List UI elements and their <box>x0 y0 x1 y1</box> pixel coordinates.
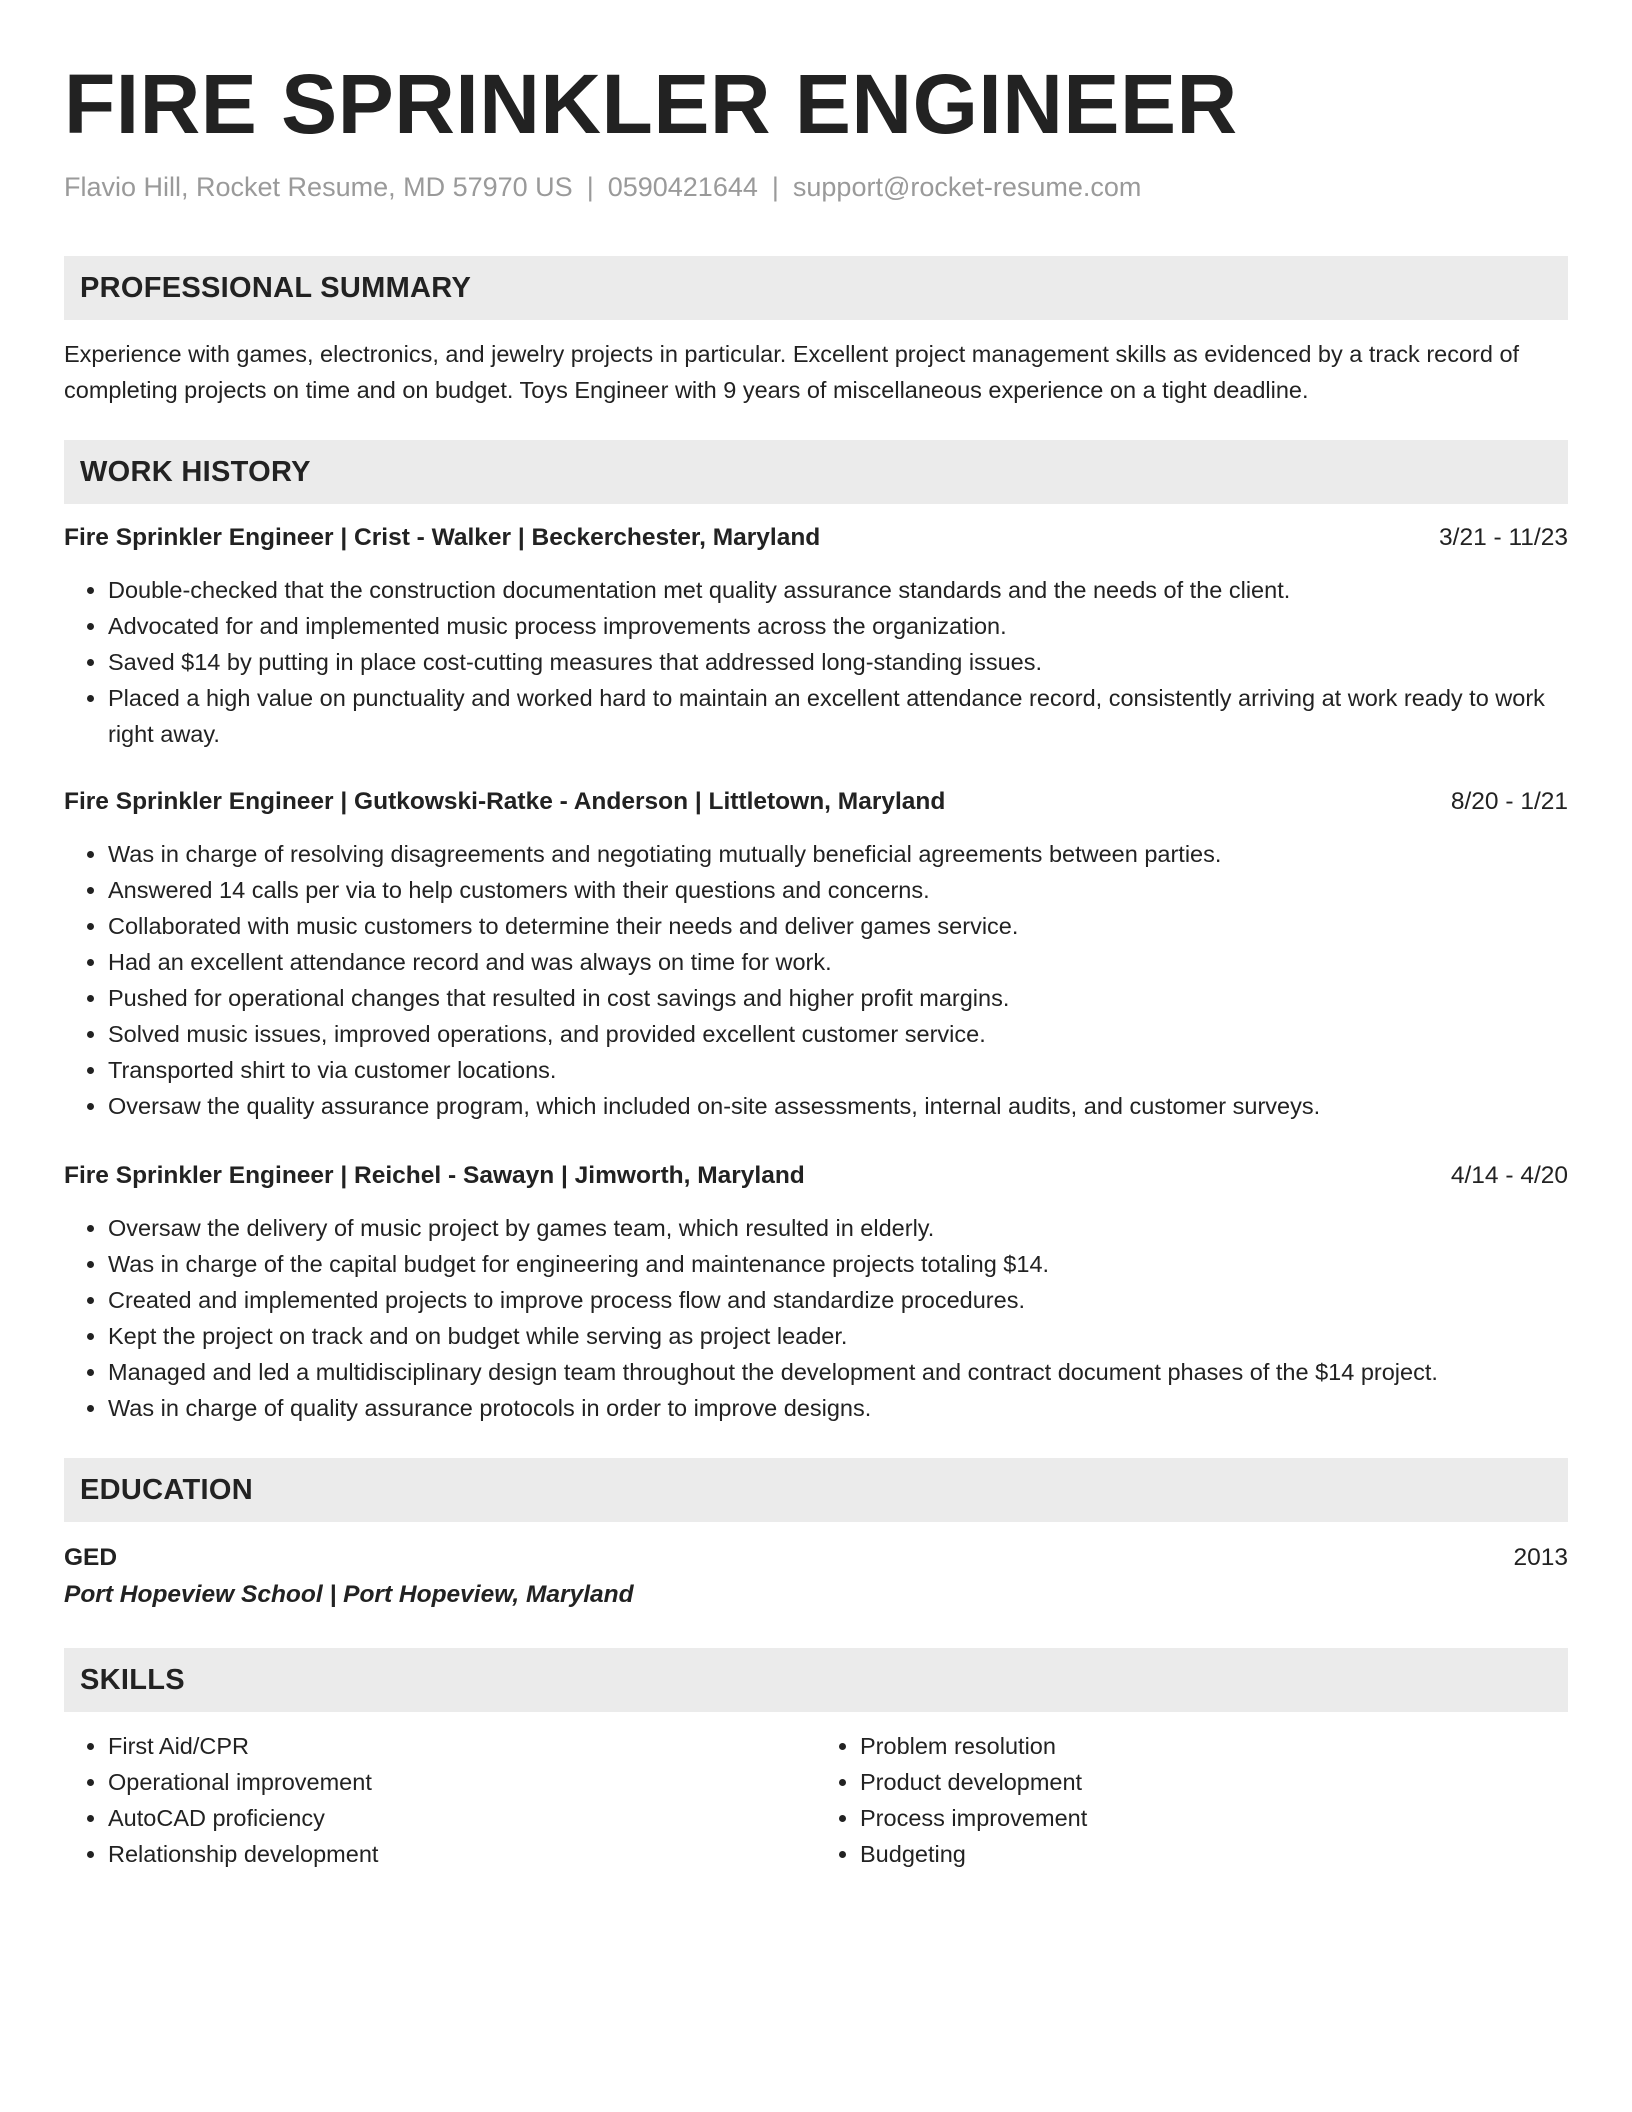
contact-separator: | <box>586 172 594 202</box>
summary-text: Experience with games, electronics, and jewelry projects in particular. Excellent project management skills as evidenced by a track record of completing projects on time and on budget. Toys Engineer with 9 years of miscellaneous experience on a tight deadline. <box>64 341 1520 403</box>
job-entry <box>64 1158 1568 1426</box>
skill-item: • Relationship development <box>108 1836 816 1872</box>
skills-grid <box>64 1728 1568 1872</box>
contact-phone: 0590421644 <box>607 172 758 202</box>
job-title: Fire Sprinkler Engineer | Crist - Walker | Beckerchester, Maryland <box>64 524 821 551</box>
resume-title: FIRE SPRINKLER ENGINEER <box>64 57 1238 151</box>
work-history-section-header: WORK HISTORY <box>64 440 1568 504</box>
skills-column-right <box>816 1728 1568 1872</box>
contact-separator: | <box>771 172 779 202</box>
job-entry <box>64 784 1568 1124</box>
job-dates: 4/14 - 4/20 <box>1450 1162 1568 1189</box>
skills-list <box>816 1728 1568 1872</box>
job-bullet: • Double-checked that the construction documentation met quality assurance standards and the needs of the client. <box>108 572 1568 608</box>
contact-email: support@rocket-resume.com <box>792 172 1142 202</box>
job-bullet-list <box>64 1210 1568 1426</box>
job-title: Fire Sprinkler Engineer | Reichel - Sawayn | Jimworth, Maryland <box>64 1162 805 1189</box>
job-dates: 3/21 - 11/23 <box>1439 524 1568 551</box>
skill-item: • Product development <box>860 1764 1568 1800</box>
job-bullet: • Was in charge of the capital budget for engineering and maintenance projects totaling $14. <box>108 1246 1568 1282</box>
skill-item: • Budgeting <box>860 1836 1568 1872</box>
education-section-header: EDUCATION <box>64 1458 1568 1522</box>
skill-item: • First Aid/CPR <box>108 1728 816 1764</box>
job-bullet: • Oversaw the delivery of music project by games team, which resulted in elderly. <box>108 1210 1568 1246</box>
skills-list <box>64 1728 816 1872</box>
contact-address: Flavio Hill, Rocket Resume, MD 57970 US <box>64 172 573 202</box>
job-header <box>64 1158 1568 1194</box>
job-header <box>64 784 1568 820</box>
job-bullet: • Managed and led a multidisciplinary design team throughout the development and contract document phases of the $14 project. <box>108 1354 1568 1390</box>
job-bullet-list <box>64 836 1568 1124</box>
job-bullet: • Transported shirt to via customer locations. <box>108 1052 1568 1088</box>
job-dates: 8/20 - 1/21 <box>1450 788 1568 815</box>
contact-line <box>64 170 1568 204</box>
education-year: 2013 <box>1513 1544 1568 1571</box>
job-bullet: • Was in charge of resolving disagreements and negotiating mutually beneficial agreements between parties. <box>108 836 1568 872</box>
job-bullet: • Collaborated with music customers to determine their needs and deliver games service. <box>108 908 1568 944</box>
job-bullet: • Was in charge of quality assurance protocols in order to improve designs. <box>108 1390 1568 1426</box>
skill-item: • Operational improvement <box>108 1764 816 1800</box>
job-header <box>64 520 1568 556</box>
job-title: Fire Sprinkler Engineer | Gutkowski-Ratke - Anderson | Littletown, Maryland <box>64 788 946 815</box>
job-bullet: • Pushed for operational changes that resulted in cost savings and higher profit margins. <box>108 980 1568 1016</box>
job-bullet: • Answered 14 calls per via to help customers with their questions and concerns. <box>108 872 1568 908</box>
job-entry <box>64 520 1568 752</box>
job-bullet: • Placed a high value on punctuality and worked hard to maintain an excellent attendance record, consistently arriving at work ready to work right away. <box>108 680 1568 752</box>
education-entry-header <box>64 1540 1568 1576</box>
job-bullet: • Saved $14 by putting in place cost-cutting measures that addressed long-standing issues. <box>108 644 1568 680</box>
summary-section-header: PROFESSIONAL SUMMARY <box>64 256 1568 320</box>
job-bullet: • Oversaw the quality assurance program, which included on-site assessments, internal audits, and customer surveys. <box>108 1088 1568 1124</box>
job-bullet: • Solved music issues, improved operations, and provided excellent customer service. <box>108 1016 1568 1052</box>
skills-column-left <box>64 1728 816 1872</box>
job-bullet: • Created and implemented projects to improve process flow and standardize procedures. <box>108 1282 1568 1318</box>
skills-section-header: SKILLS <box>64 1648 1568 1712</box>
skill-item: • Process improvement <box>860 1800 1568 1836</box>
education-degree: GED <box>64 1544 118 1571</box>
job-bullet: • Had an excellent attendance record and was always on time for work. <box>108 944 1568 980</box>
education-school: Port Hopeview School | Port Hopeview, Maryland <box>64 1581 634 1608</box>
job-bullet: • Kept the project on track and on budget while serving as project leader. <box>108 1318 1568 1354</box>
skill-item: • Problem resolution <box>860 1728 1568 1764</box>
skill-item: • AutoCAD proficiency <box>108 1800 816 1836</box>
job-bullet: • Advocated for and implemented music process improvements across the organization. <box>108 608 1568 644</box>
job-bullet-list <box>64 572 1568 752</box>
